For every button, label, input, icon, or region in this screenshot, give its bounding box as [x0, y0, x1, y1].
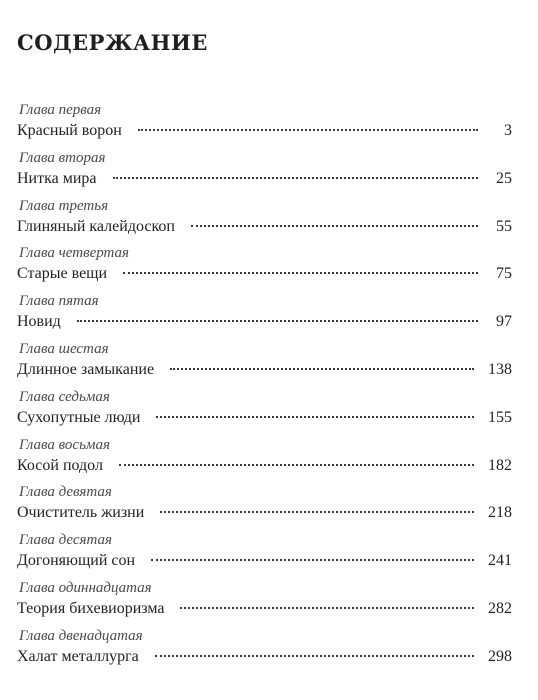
- table-of-contents: [17, 101, 512, 675]
- toc-entry[interactable]: [17, 101, 512, 149]
- page-number: 97: [496, 313, 512, 331]
- page-number: 241: [488, 552, 512, 570]
- dot-leader: [138, 129, 478, 131]
- chapter-label: Глава шестая: [19, 340, 109, 357]
- chapter-label: Глава третья: [19, 197, 109, 214]
- dot-leader: [119, 464, 474, 466]
- toc-line: [17, 168, 512, 190]
- toc-entry[interactable]: [17, 149, 512, 197]
- page-number: 218: [488, 504, 512, 522]
- toc-entry[interactable]: [17, 531, 512, 579]
- page-number: 282: [488, 599, 512, 617]
- toc-entry[interactable]: [17, 292, 512, 340]
- toc-entry[interactable]: [17, 483, 512, 531]
- chapter-title: Догоняющий сон: [17, 552, 136, 570]
- page-number: 75: [496, 265, 512, 283]
- toc-entry[interactable]: [17, 197, 512, 245]
- toc-line: [17, 120, 512, 142]
- toc-entry[interactable]: [17, 436, 512, 484]
- toc-line: [17, 216, 512, 238]
- toc-line: [17, 455, 512, 477]
- toc-line: [17, 598, 512, 620]
- chapter-title: Халат металлурга: [17, 647, 139, 665]
- chapter-title: Сухопутные люди: [17, 408, 141, 426]
- chapter-label: Глава восьмая: [19, 436, 110, 453]
- toc-line: [17, 263, 512, 285]
- chapter-title: Старые вещи: [17, 265, 108, 283]
- toc-entry[interactable]: [17, 340, 512, 388]
- chapter-label: Глава первая: [19, 102, 102, 118]
- chapter-label: Глава четвертая: [19, 245, 130, 262]
- toc-line: [17, 311, 512, 333]
- chapter-label: Глава вторая: [19, 149, 106, 166]
- toc-line: [17, 407, 512, 429]
- toc-line: [17, 502, 512, 524]
- dot-leader: [155, 655, 474, 657]
- chapter-label: Глава девятая: [19, 484, 112, 501]
- dot-leader: [113, 177, 478, 179]
- chapter-title: Косой подол: [17, 456, 103, 474]
- chapter-title: Глиняный калейдоскоп: [17, 217, 175, 235]
- page-number: 55: [496, 217, 512, 235]
- toc-entry[interactable]: [17, 244, 512, 292]
- toc-entry[interactable]: [17, 579, 512, 627]
- toc-line: [17, 646, 512, 668]
- toc-line: [17, 550, 512, 572]
- page-number: 155: [488, 408, 512, 426]
- page-number: 182: [488, 456, 512, 474]
- chapter-label: Глава седьмая: [19, 388, 110, 405]
- page-title: СОДЕРЖАНИЕ: [17, 30, 208, 55]
- page-number: 3: [504, 122, 512, 139]
- page-number: 25: [496, 169, 512, 187]
- chapter-label: Глава десятая: [19, 532, 112, 549]
- chapter-title: Очиститель жизни: [17, 504, 145, 522]
- page-number: 138: [488, 360, 512, 378]
- toc-line: [17, 359, 512, 381]
- dot-leader: [180, 607, 474, 609]
- chapter-title: Красный ворон: [17, 122, 122, 139]
- dot-leader: [160, 511, 474, 513]
- dot-leader: [77, 320, 478, 322]
- dot-leader: [123, 272, 478, 274]
- chapter-title: Длинное замыкание: [17, 360, 155, 378]
- toc-entry[interactable]: [17, 627, 512, 675]
- dot-leader: [156, 416, 474, 418]
- dot-leader: [151, 559, 474, 561]
- chapter-label: Глава пятая: [19, 293, 99, 310]
- dot-leader: [170, 368, 474, 370]
- dot-leader: [191, 225, 478, 227]
- toc-entry[interactable]: [17, 388, 512, 436]
- chapter-title: Теория бихевиоризма: [17, 599, 165, 617]
- chapter-title: Новид: [17, 313, 61, 331]
- chapter-label: Глава одиннадцатая: [19, 579, 152, 596]
- chapter-label: Глава двенадцатая: [19, 627, 143, 644]
- chapter-title: Нитка мира: [17, 169, 97, 187]
- page-number: 298: [488, 647, 512, 665]
